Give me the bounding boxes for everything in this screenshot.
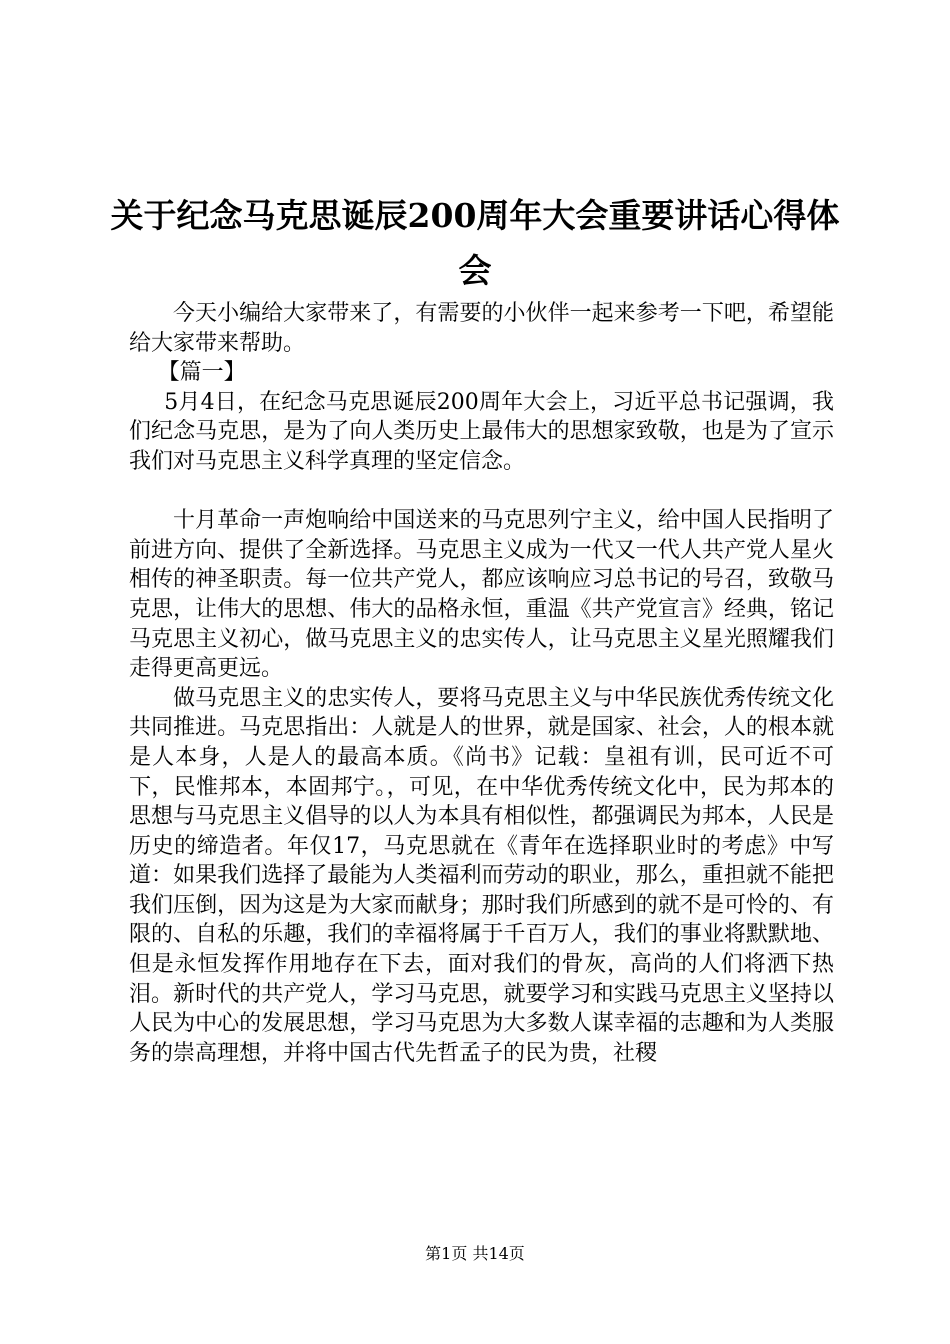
intro-paragraph: 今天小编给大家带来了，有需要的小伙伴一起来参考一下吧，希望能给大家带来帮助。 — [129, 301, 834, 356]
body-paragraph-2: 十月革命一声炮响给中国送来的马克思列宁主义，给中国人民指明了前进方向、提供了全新选择。马克思主义成为一代又一代人共产党人星火相传的神圣职责。每一位共产党人，都应该响应习总书记的号召，致敬马克思，让伟大的思想、伟大的品格永恒，重温《共产党宣言》经典，铭记马克思主义初心，做马克思主义的忠实传人，让马克思主义星光照耀我们走得更高更远。 — [129, 508, 834, 682]
document-title: 关于纪念马克思诞辰200周年大会重要讲话心得体会 — [110, 196, 840, 290]
document-body — [129, 299, 834, 1068]
body-paragraph-1: 5月4日，在纪念马克思诞辰200周年大会上，习近平总书记强调，我们纪念马克思，是为了向人类历史上最伟大的思想家致敬，也是为了宣示我们对马克思主义科学真理的坚定信念。 — [129, 389, 834, 474]
paragraph-spacer — [129, 477, 834, 507]
section-label: 【篇一】 — [157, 360, 246, 386]
body-paragraph-3: 做马克思主义的忠实传人，要将马克思主义与中华民族优秀传统文化共同推进。马克思指出：人就是人的世界，就是国家、社会，人的根本就是人本身，人是人的最高本质。《尚书》记载：皇祖有训，民可近不可下，民惟邦本，本固邦宁。，可见，在中华优秀传统文化中，民为邦本的思想与马克思主义倡导的以人为本具有相似性，都强调民为邦本，人民是历史的缔造者。年仅17，马克思就在《青年在选择职业时的考虑》中写道：如果我们选择了最能为人类福利而劳动的职业，那么，重担就不能把我们压倒，因为这是为大家而献身；那时我们所感到的就不是可怜的、有限的、自私的乐趣，我们的幸福将属于千百万人，我们的事业将默默地、但是永恒发挥作用地存在下去，面对我们的骨灰，高尚的人们将洒下热泪。新时代的共产党人，学习马克思，就要学习和实践马克思主义坚持以人民为中心的发展思想，学习马克思为大多数人谋幸福的志趣和为人类服务的崇高理想，并将中国古代先哲孟子的民为贵，社稷 — [129, 685, 834, 1066]
page-footer: 第1页 共14页 — [425, 1244, 525, 1263]
